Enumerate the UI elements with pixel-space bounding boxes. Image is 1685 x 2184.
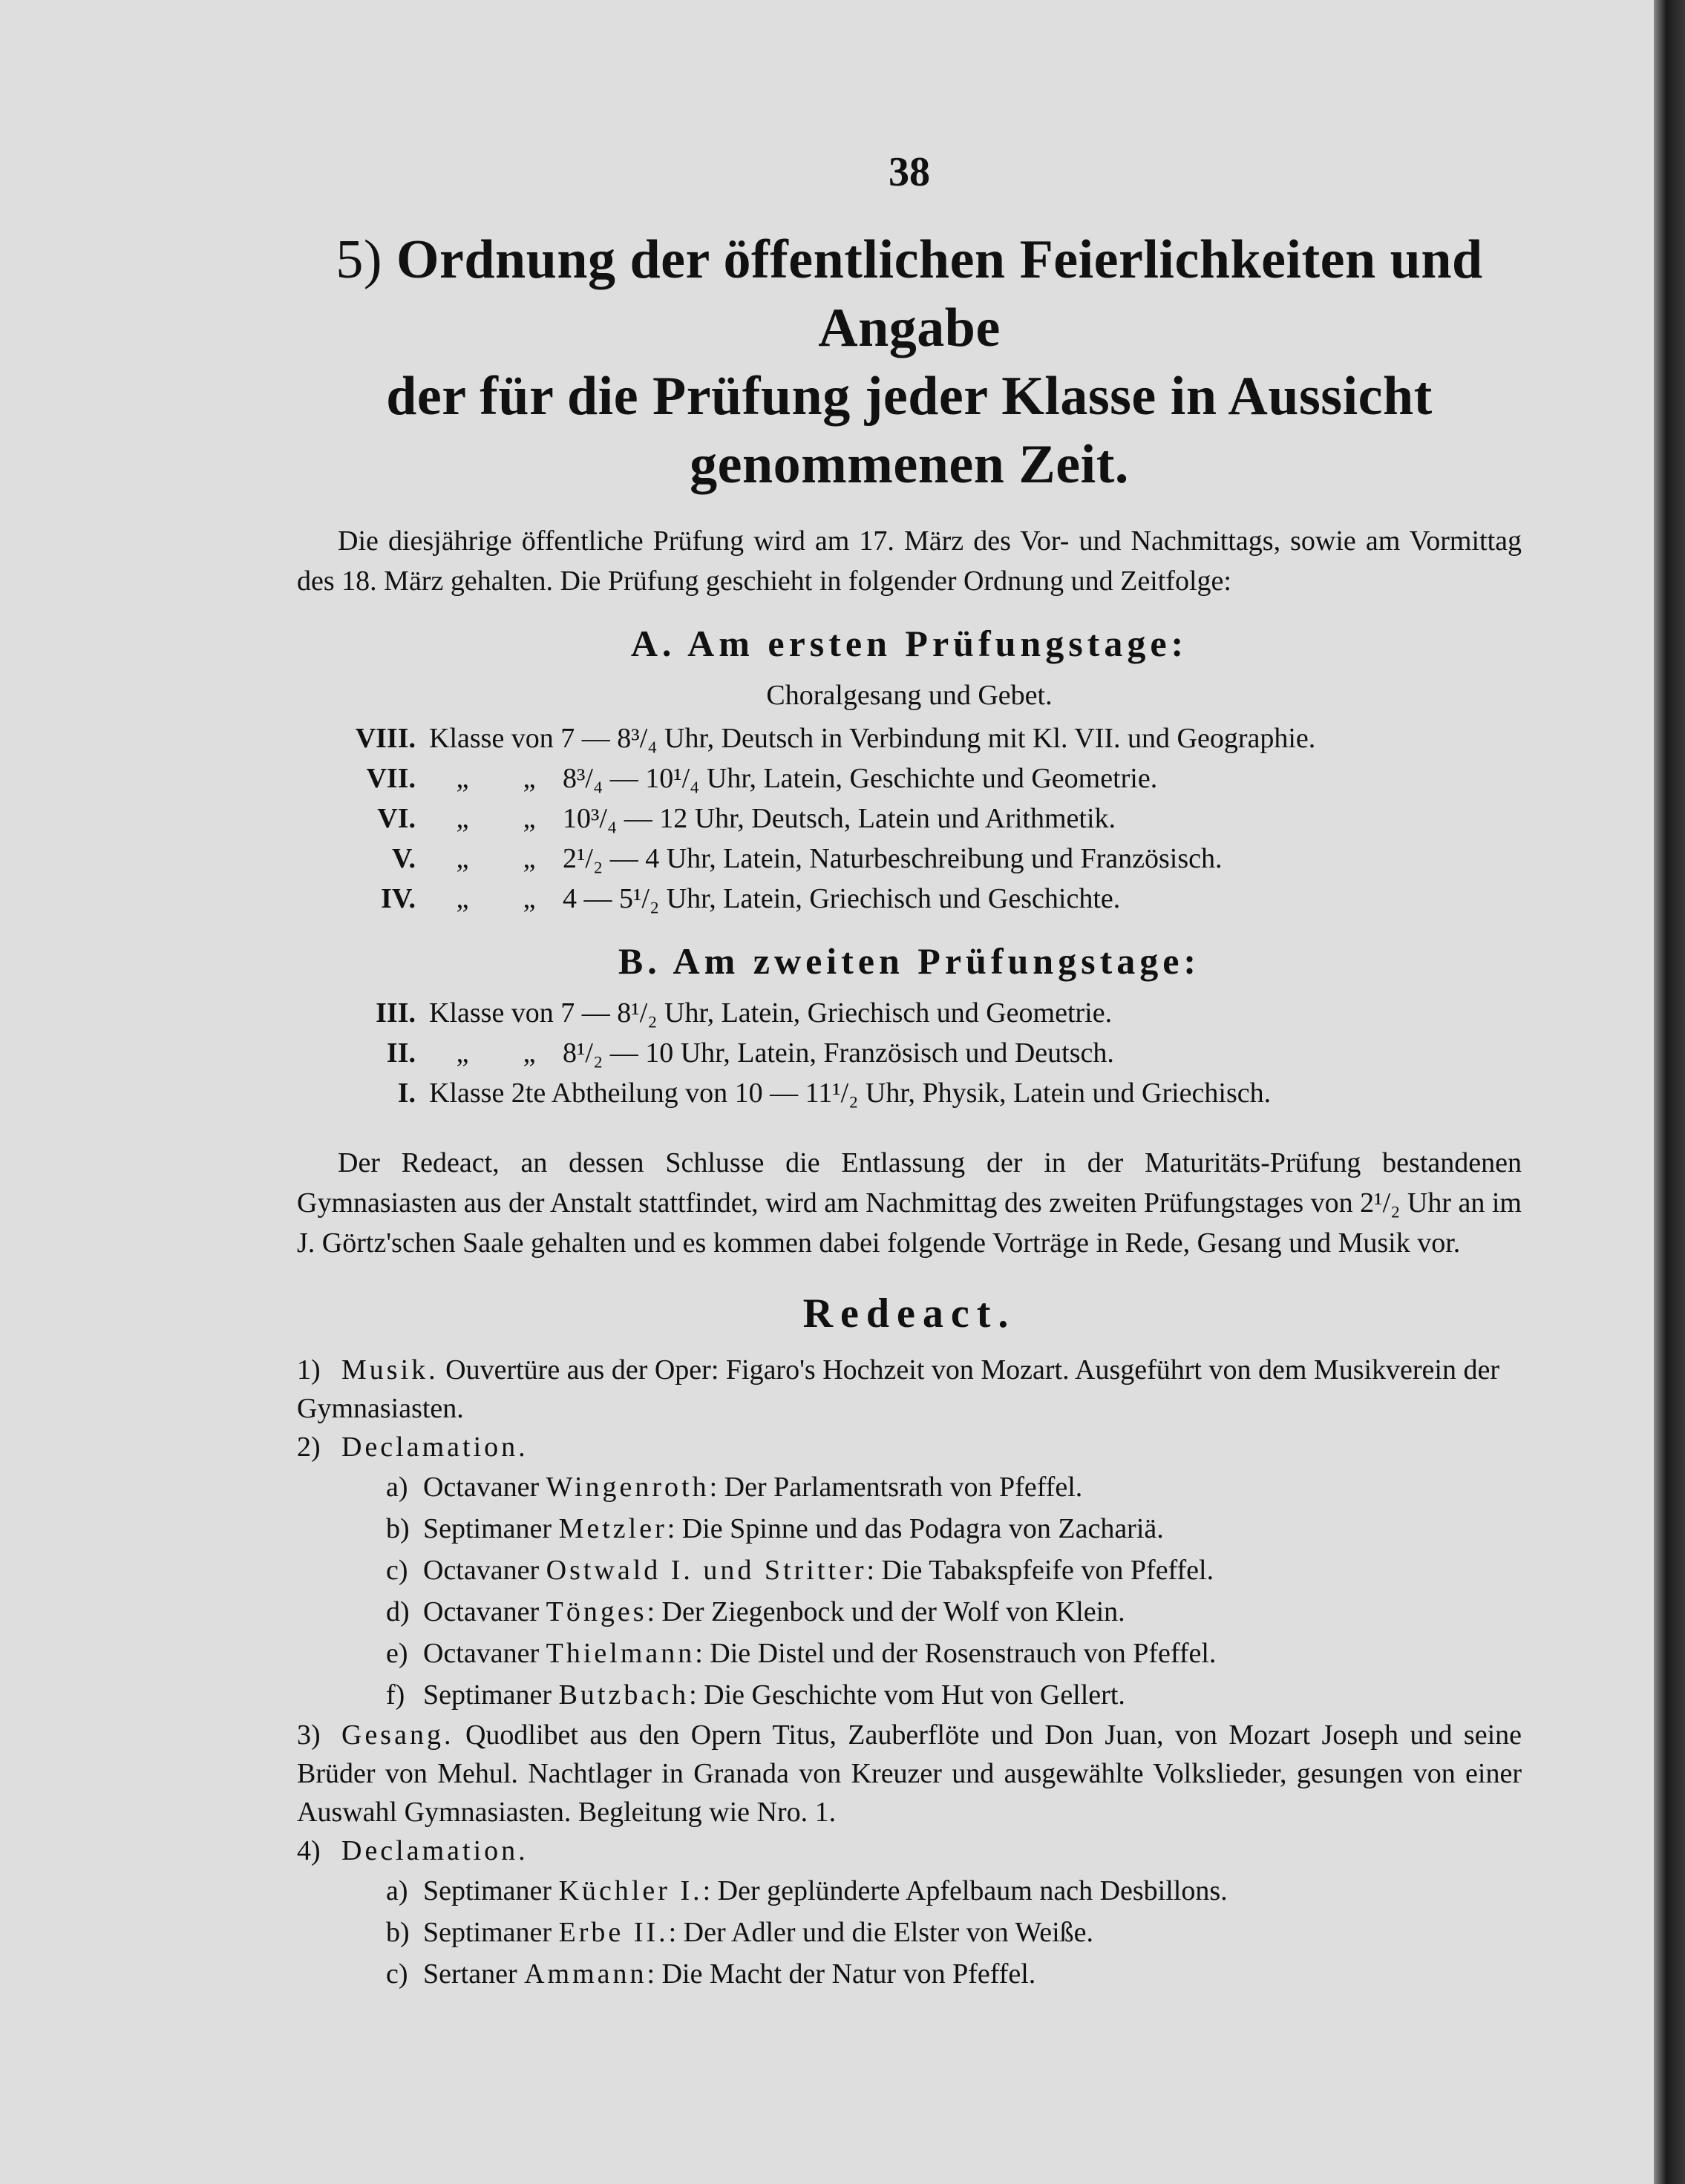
redeact-intro-paragraph: Der Redeact, an dessen Schlusse die Entlassung der in der Maturitäts-Prüfung bestandenen Gymnasiasten aus der Anstalt stattfindet, wird am Nachmittag des zweiten Prüfungstages von 2¹/₂ Uhr an im J. Görtz'schen Saale gehalten und es kommen dabei folgende Vorträge in Rede, Gesang und Musik vor. [297, 1147, 1522, 1259]
title-number: 5) [336, 229, 382, 290]
declamation-entry [297, 1591, 1522, 1633]
ditto-mark: „ [456, 763, 469, 794]
declamation-entry [297, 1466, 1522, 1508]
entry-name: Butzbach [558, 1679, 690, 1711]
declamation-entry [297, 1508, 1522, 1550]
item-label: Musik. [341, 1354, 439, 1386]
entry-work: : Die Geschichte vom Hut von Gellert. [689, 1679, 1125, 1711]
schedule-row [327, 1033, 1522, 1073]
intro-paragraph [297, 521, 1522, 601]
item-label: Declamation. [341, 1432, 529, 1463]
section-b-schedule [327, 993, 1522, 1113]
entry-work: : Die Macht der Natur von Pfeffel. [647, 1958, 1036, 1990]
entry-letter: e) [386, 1638, 408, 1669]
ditto-mark: „ [523, 843, 536, 874]
entry-name: Ammann [524, 1958, 647, 1990]
declamation-entry [297, 1953, 1522, 1995]
title-line-1-text: Ordnung der öffentlichen Feierlichkeiten und Angabe [396, 229, 1483, 358]
entry-letter: b) [386, 1917, 410, 1948]
entry-role: Septimaner [423, 1513, 552, 1544]
ditto-mark: „ [456, 883, 469, 914]
schedule-text: 4 — 5¹/₂ Uhr, Latein, Griechisch und Geschichte. [563, 883, 1121, 914]
ditto-mark: „ [523, 763, 536, 794]
section-title [297, 226, 1522, 499]
entry-name: Erbe II. [558, 1917, 669, 1948]
entry-letter: a) [386, 1472, 408, 1503]
entry-letter: d) [386, 1596, 410, 1627]
section-a-heading: A. Am ersten Prüfungstage: [630, 623, 1188, 664]
entry-letter: c) [386, 1958, 408, 1990]
item-number: 1) [297, 1354, 321, 1386]
entry-letter: b) [386, 1513, 410, 1544]
ditto-mark: „ [456, 843, 469, 874]
intro-line-2: am Vormittag des 18. März gehalten. Die Prüfung geschieht in folgender Ordnung und Zeitfolge: [297, 525, 1522, 597]
schedule-text: Klasse 2te Abtheilung von 10 — 11¹/₂ Uhr, Physik, Latein und Griechisch. [429, 1078, 1272, 1109]
declamation-entry [297, 1550, 1522, 1591]
schedule-text: 8¹/₂ — 10 Uhr, Latein, Französisch und Deutsch. [563, 1037, 1114, 1069]
schedule-row [327, 798, 1522, 839]
schedule-text: Klasse von 7 — 8¹/₂ Uhr, Latein, Griechisch und Geometrie. [429, 997, 1113, 1029]
item-text: Ouvertüre aus der Oper: Figaro's Hochzeit von Mozart. Ausgeführt von dem Musikverein der Gymnasiasten. [297, 1354, 1500, 1424]
program-item-4 [297, 1832, 1522, 1870]
ditto-mark: „ [456, 1037, 469, 1069]
entry-work: : Die Tabakspfeife von Pfeffel. [866, 1555, 1214, 1586]
entry-name: Tönges [546, 1596, 647, 1627]
class-roman: V. [391, 843, 416, 874]
class-roman: VI. [377, 803, 416, 834]
item-label: Declamation. [341, 1835, 529, 1866]
item-number: 3) [297, 1719, 321, 1751]
schedule-row [327, 839, 1522, 879]
title-line-3: genommenen Zeit. [690, 434, 1129, 495]
class-roman: III. [376, 997, 416, 1029]
title-line-1 [297, 226, 1522, 362]
schedule-text: 10³/₄ — 12 Uhr, Deutsch, Latein und Arithmetik. [563, 803, 1116, 834]
program-item-3 [297, 1716, 1522, 1832]
item-number: 4) [297, 1835, 321, 1866]
entry-role: Septimaner [423, 1679, 552, 1711]
entry-role: Octavaner [423, 1596, 540, 1627]
schedule-row [327, 758, 1522, 798]
entry-name: Metzler [558, 1513, 667, 1544]
schedule-text: Klasse von 7 — 8³/₄ Uhr, Deutsch in Verbindung mit Kl. VII. und Geographie. [429, 723, 1316, 754]
schedule-text: 8³/₄ — 10¹/₄ Uhr, Latein, Geschichte und Geometrie. [563, 763, 1158, 794]
schedule-row [327, 1073, 1522, 1113]
class-roman: VII. [366, 763, 416, 794]
entry-work: : Der Parlamentsrath von Pfeffel. [709, 1472, 1083, 1503]
page-text-block [297, 148, 1522, 1995]
item-label: Gesang. [341, 1719, 454, 1751]
declamation-entry [297, 1912, 1522, 1953]
entry-role: Octavaner [423, 1638, 540, 1669]
declamation-entry [297, 1633, 1522, 1674]
entry-role: Octavaner [423, 1555, 540, 1586]
program-item-2 [297, 1428, 1522, 1466]
class-roman: II. [386, 1037, 416, 1069]
entry-role: Septimaner [423, 1875, 552, 1906]
ditto-mark: „ [523, 1037, 536, 1069]
entry-name: Wingenroth [546, 1472, 710, 1503]
entry-name: Küchler I. [558, 1875, 703, 1906]
item-text: Quodlibet aus den Opern Titus, Zauberflöte und Don Juan, von Mozart Joseph und seine Brüder von Mehul. Nachtlager in Granada von Kreuzer und ausgewählte Volkslieder, gesungen von einer Auswahl Gymnasiasten. Begleitung wie Nro. 1. [297, 1719, 1522, 1828]
entry-role: Septimaner [423, 1917, 552, 1948]
entry-work: : Die Distel und der Rosenstrauch von Pfeffel. [695, 1638, 1217, 1669]
intro-line-1: Die diesjährige öffentliche Prüfung wird am 17. März des Vor- und Nachmittags, sowie [338, 525, 1356, 557]
entry-name: Thielmann [546, 1638, 696, 1669]
section-a-schedule [327, 718, 1522, 919]
entry-letter: f) [386, 1679, 405, 1711]
entry-role: Octavaner [423, 1472, 540, 1503]
ditto-mark: „ [523, 803, 536, 834]
class-roman: I. [397, 1078, 416, 1109]
entry-work: : Die Spinne und das Podagra von Zachariä. [667, 1513, 1164, 1544]
schedule-row [327, 718, 1522, 758]
item-number: 2) [297, 1432, 321, 1463]
section-b-heading: B. Am zweiten Prüfungstage: [618, 940, 1201, 982]
entry-work: : Der Ziegenbock und der Wolf von Klein. [647, 1596, 1125, 1627]
redeact-heading: Redeact. [802, 1291, 1016, 1337]
schedule-row [327, 993, 1522, 1033]
declamation-entry [297, 1674, 1522, 1716]
entry-work: : Der Adler und die Elster von Weiße. [668, 1917, 1094, 1948]
declamation-entry [297, 1870, 1522, 1912]
entry-letter: c) [386, 1555, 408, 1586]
spacer [297, 1113, 1522, 1143]
entry-name: Ostwald I. und Stritter [546, 1555, 867, 1586]
ditto-mark: „ [523, 883, 536, 914]
book-gutter [1654, 0, 1685, 2184]
entry-letter: a) [386, 1875, 408, 1906]
class-roman: VIII. [355, 723, 416, 754]
page-number: 38 [889, 149, 930, 195]
entry-work: : Der geplünderte Apfelbaum nach Desbillons. [702, 1875, 1228, 1906]
title-line-2: der für die Prüfung jeder Klasse in Aussicht [386, 366, 1433, 427]
ditto-mark: „ [456, 803, 469, 834]
class-roman: IV. [381, 883, 416, 914]
entry-role: Sertaner [423, 1958, 517, 1990]
program-item-1 [297, 1351, 1522, 1428]
section-a-opening: Choralgesang und Gebet. [766, 680, 1053, 711]
schedule-text: 2¹/₂ — 4 Uhr, Latein, Naturbeschreibung und Französisch. [563, 843, 1223, 874]
schedule-row [327, 879, 1522, 919]
